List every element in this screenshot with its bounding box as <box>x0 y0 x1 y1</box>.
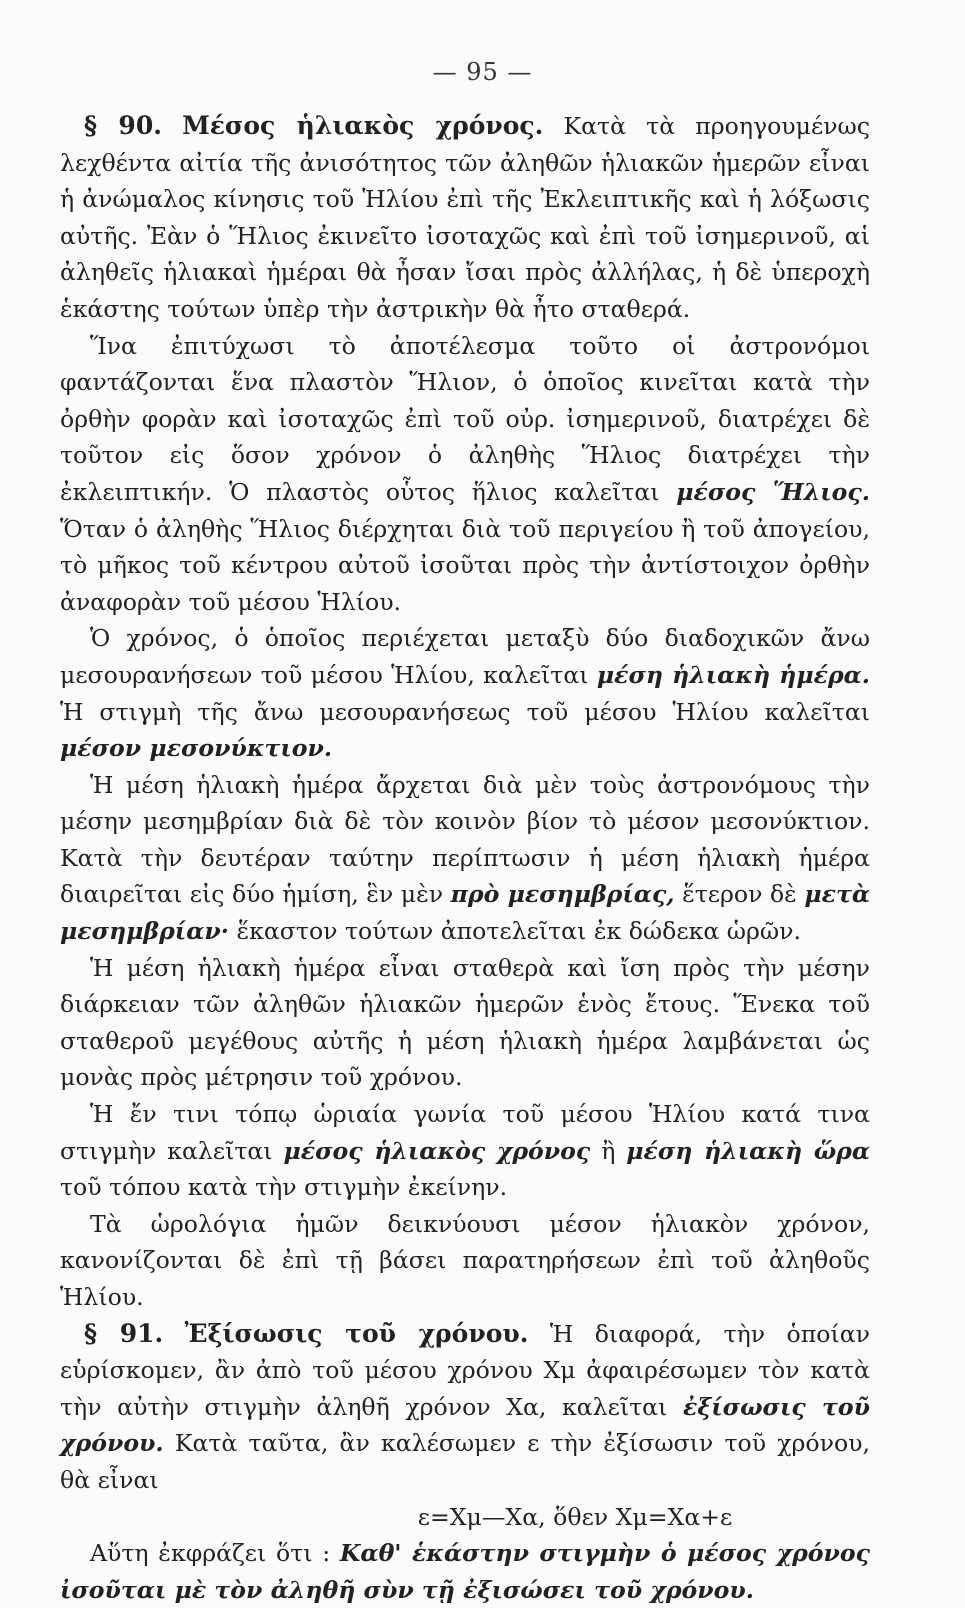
text-run: τοῦ τόπου κατὰ τὴν στιγμὴν ἐκείνην. <box>60 1173 508 1202</box>
text-run: ἕτερον δὲ <box>682 880 797 909</box>
page-number: — 95 — <box>432 58 533 86</box>
paragraph-mean-sun <box>60 328 870 621</box>
text-run: ἕκαστον τούτων ἀποτελεῖται ἐκ δώδεκα ὡρῶν. <box>236 917 801 946</box>
text-run: Ὅταν ὁ ἀληθὴς Ἥλιος διέρχηται διὰ τοῦ περιγείου ἢ τοῦ ἀπογείου, τὸ μῆκος τοῦ κέντρου αὐτοῦ ἰσοῦται πρὸς τὴν ἀντίστοιχον ὀρθὴν ἀναφορὰν τοῦ μέσου Ἡλίου. <box>60 514 870 616</box>
equation-of-time-formula: ε=Χμ—Χα, ὅθεν Χμ=Χα+ε <box>417 1502 733 1531</box>
term-equation-of-time: ἐξίσωσις τοῦ χρόνου. <box>60 1392 871 1458</box>
term-mean-midnight: μέσον μεσονύκτιον. <box>60 734 333 763</box>
text-run: Ἡ διαφορά, τὴν ὁποίαν εὑρίσκομεν, ἂν ἀπὸ τοῦ μέσου χρόνου Χμ ἀφαιρέσωμεν τὸν κατὰ τὴν αὐτὴν στιγμὴν ἀληθῆ χρόνον Χα, καλεῖται <box>60 1319 870 1421</box>
term-before-noon: πρὸ μεσημβρίας, <box>450 880 675 909</box>
conclusion-statement: Καθ' ἑκάστην στιγμὴν ὁ μέσος χρόνος ἰσοῦται μὲ τὸν ἀληθῆ σὺν τῇ ἐξισώσει τοῦ χρόνου. <box>60 1539 870 1604</box>
text-run: Κατὰ ταῦτα, ἂν καλέσωμεν ε τὴν ἐξίσωσιν τοῦ χρόνου, θὰ εἶναι <box>60 1429 870 1494</box>
section-90-paragraph <box>60 108 870 328</box>
text-run: Ὁ χρόνος, ὁ ὁποῖος περιέχεται μεταξὺ δύο διαδοχικῶν ἄνω μεσουρανήσεων τοῦ μέσου Ἡλίου, καλεῖται <box>60 624 870 689</box>
body-text <box>60 108 870 1608</box>
section-91-paragraph <box>60 1316 870 1499</box>
section-90-title: Μέσος ἡλιακὸς χρόνος. <box>182 111 544 140</box>
paragraph-mean-solar-day <box>60 620 870 766</box>
section-90-number: § 90. <box>84 111 162 140</box>
section-91-title: Ἐξίσωσις τοῦ χρόνου. <box>184 1318 529 1348</box>
paragraph-day-start <box>60 767 870 950</box>
text-run: Ἵνα ἐπιτύχωσι τὸ ἀποτέλεσμα τοῦτο οἱ ἀστρονόμοι φαντάζονται ἕνα πλαστὸν Ἥλιον, ὁ ὁποῖος κινεῖται κατὰ τὴν ὀρθὴν φορὰν καὶ ἰσοταχῶς ἐπὶ τοῦ οὐρ. ἰσημερινοῦ, διατρέχει δὲ τοῦτον εἰς ὅσον χρόνον ὁ ἀληθὴς Ἥλιος διατρέχει τὴν ἐκλειπτικήν. Ὁ πλαστὸς οὗτος ἥλιος καλεῖται <box>60 331 870 506</box>
section-91-number: § 91. <box>84 1318 164 1348</box>
paragraph-clocks: Τὰ ὡρολόγια ἡμῶν δεικνύουσι μέσον ἡλιακὸν χρόνον, κανονίζονται δὲ ἐπὶ τῇ βάσει παρατηρήσεων ἐπὶ τοῦ ἀληθοῦς Ἡλίου. <box>60 1209 870 1311</box>
term-mean-solar-day: μέση ἡλιακὴ ἡμέρα. <box>596 660 871 689</box>
text-run: Αὕτη ἐκφράζει ὅτι : <box>90 1539 331 1568</box>
text-run: ἢ <box>601 1136 616 1165</box>
section-90-text: Κατὰ τὰ προηγουμένως λεχθέντα αἰτία τῆς ἀνισότητος τῶν ἀληθῶν ἡλιακῶν ἡμερῶν εἶναι ἡ ἀνώμαλος κίνησις τοῦ Ἡλίου ἐπὶ τῆς Ἐκλειπτικῆς καὶ ἡ λόξωσις αὐτῆς. Ἐὰν ὁ Ἥλιος ἐκινεῖτο ἰσοταχῶς καὶ ἐπὶ τοῦ ἰσημερινοῦ, αἱ ἀληθεῖς ἡλιακαὶ ἡμέραι θὰ ἦσαν ἴσαι πρὸς ἀλλήλας, ἡ δὲ ὑπεροχὴ ἑκάστης τούτων ὑπὲρ τὴν ἀστρικὴν θὰ ἦτο σταθερά. <box>60 112 870 323</box>
term-mean-solar-time: μέσος ἡλιακὸς χρόνος <box>283 1136 591 1165</box>
paragraph-constant-day: Ἡ μέση ἡλιακὴ ἡμέρα εἶναι σταθερὰ καὶ ἴση πρὸς τὴν μέσην διάρκειαν τῶν ἀληθῶν ἡλιακῶν ἡμερῶν ἑνὸς ἔτους. Ἕνεκα τοῦ σταθεροῦ μεγέθους αὐτῆς ἡ μέση ἡλιακὴ ἡμέρα λαμβάνεται ὡς μονὰς πρὸς μέτρησιν τοῦ χρόνου. <box>60 953 870 1092</box>
term-mean-sun: μέσος Ἥλιος. <box>676 477 871 506</box>
paragraph-mean-time <box>60 1096 870 1206</box>
term-mean-solar-hour: μέση ἡλιακὴ ὥρα <box>626 1136 871 1165</box>
paragraph-conclusion <box>60 1535 870 1608</box>
text-run: Ἡ στιγμὴ τῆς ἄνω μεσουρανήσεως τοῦ μέσου Ἡλίου καλεῖται <box>60 697 870 726</box>
term-after-noon: μετὰ μεσημβρίαν· <box>60 880 870 946</box>
text-run: Ἡ μέση ἡλιακὴ ἡμέρα ἄρχεται διὰ μὲν τοὺς ἀστρονόμους τὴν μέσην μεσημβρίαν διὰ δὲ τὸν κοινὸν βίον τὸ μέσον μεσονύκτιον. Κατὰ τὴν δευτέραν ταύτην περίπτωσιν ἡ μέση ἡλιακὴ ἡμέρα διαιρεῖται εἰς δύο ἡμίση, ἓν μὲν <box>60 770 870 909</box>
text-run: Ἡ ἔν τινι τόπῳ ὡριαία γωνία τοῦ μέσου Ἡλίου κατά τινα στιγμὴν καλεῖται <box>60 1100 870 1165</box>
